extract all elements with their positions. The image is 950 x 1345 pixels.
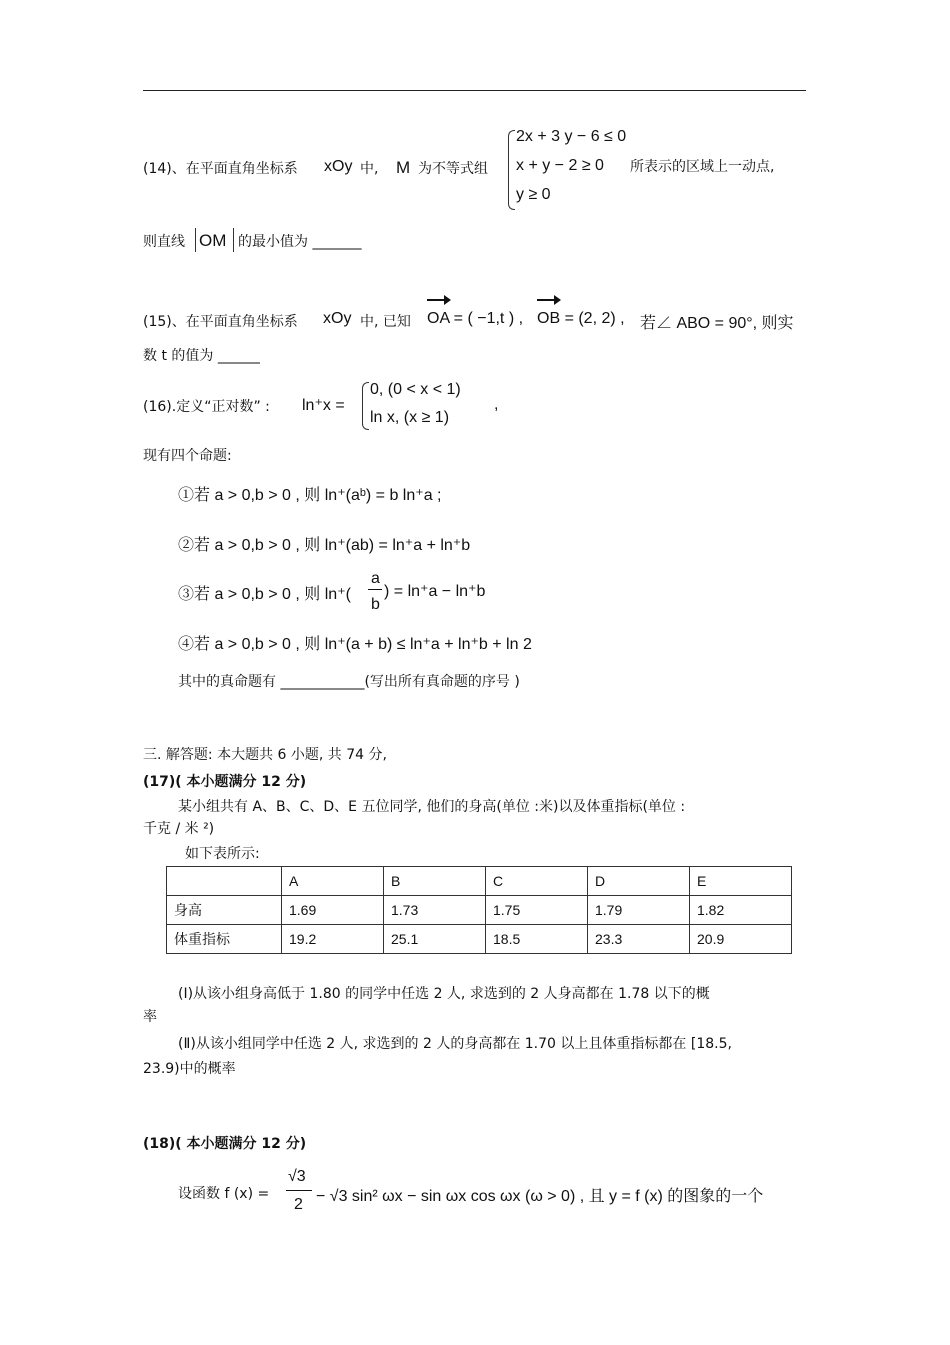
- q16-proposition-3-prefix: ③若 a > 0,b > 0 , 则 ln⁺(: [178, 586, 351, 603]
- q14-line2-post: 的最小值为 _______: [238, 234, 362, 250]
- table-header-cell: B: [384, 867, 486, 896]
- q16-proposition-4: ④若 a > 0,b > 0 , 则 ln⁺(a + b) ≤ ln⁺a + ln⁺b + ln 2: [178, 636, 532, 653]
- q14-inequality-2: x + y − 2 ≥ 0: [516, 157, 604, 174]
- q16-label: (16).定义“正对数” :: [143, 399, 270, 415]
- table-cell: 1.79: [588, 896, 690, 925]
- q16-brace: [362, 382, 369, 430]
- q14-line2-prefix: 则直线: [143, 234, 185, 250]
- q16-answer-line: 其中的真命题有 ____________(写出所有真命题的序号 ): [178, 674, 520, 690]
- q17-intro-1: 某小组共有 A、B、C、D、E 五位同学, 他们的身高(单位 :米)以及体重指标(单位 :: [178, 799, 686, 815]
- section-3-heading: 三. 解答题: 本大题共 6 小题, 共 74 分,: [143, 747, 387, 763]
- q16-proposition-2: ②若 a > 0,b > 0 , 则 ln⁺(ab) = ln⁺a + ln⁺b: [178, 537, 471, 554]
- table-cell: 20.9: [690, 925, 792, 954]
- fraction-line: [368, 589, 382, 590]
- table-header-cell: [167, 867, 282, 896]
- q17-intro-3: 如下表所示:: [185, 846, 260, 862]
- table-header-cell: D: [588, 867, 690, 896]
- q17-intro-2: 千克 / 米 ²): [143, 821, 215, 837]
- table-cell: 1.82: [690, 896, 792, 925]
- q16-p3-denominator: b: [371, 596, 380, 613]
- q17-part-2-line-2: 23.9)中的概率: [143, 1061, 236, 1077]
- q15-coord-system: xOy: [323, 310, 352, 327]
- header-rule: [143, 90, 806, 91]
- table-header-cell: C: [486, 867, 588, 896]
- q16-case-1: 0, (0 < x < 1): [370, 381, 461, 398]
- table-header-cell: A: [282, 867, 384, 896]
- q14-label: (14)、在平面直角坐标系: [143, 161, 298, 177]
- q14-after-text: 为不等式组: [418, 161, 488, 177]
- q15-vector-ob: OB = (2, 2) ,: [537, 310, 625, 327]
- vector-arrow-oa: [427, 299, 449, 301]
- table-row: [167, 896, 792, 925]
- q17-part-2-line-1: (Ⅱ)从该小组同学中任选 2 人, 求选到的 2 人的身高都在 1.70 以上且体重指标都在 [18.5,: [178, 1036, 732, 1052]
- table-row: [167, 925, 792, 954]
- q16-p3-numerator: a: [371, 570, 380, 587]
- q18-function-prefix: 设函数 f (x) =: [178, 1186, 270, 1202]
- table-cell: 1.73: [384, 896, 486, 925]
- table-cell: 体重指标: [167, 925, 282, 954]
- q14-mid-text: 中,: [360, 161, 379, 177]
- q14-brace: [508, 130, 515, 210]
- q17-heading: (17)( 本小题满分 12 分): [143, 774, 307, 790]
- q17-part-1-line-2: 率: [143, 1009, 157, 1025]
- q18-fraction-denominator: 2: [294, 1196, 303, 1213]
- q14-om: OM: [199, 231, 227, 250]
- abs-bar-left: [195, 228, 196, 252]
- q16-proposition-3-post: ) = ln⁺a − ln⁺b: [384, 583, 486, 600]
- q15-line2: 数 t 的值为 ______: [143, 348, 260, 364]
- table-cell: 23.3: [588, 925, 690, 954]
- table-header-row: [167, 867, 792, 896]
- q16-proposition-1: ①若 a > 0,b > 0 , 则 ln⁺(aᵇ) = b ln⁺a ;: [178, 487, 442, 504]
- q18-heading: (18)( 本小题满分 12 分): [143, 1136, 307, 1152]
- q15-vector-oa: OA = ( −1,t ) ,: [427, 310, 524, 327]
- q15-mid-text: 中, 已知: [360, 314, 411, 330]
- table-header-cell: E: [690, 867, 792, 896]
- q14-tail-text: 所表示的区域上一动点,: [630, 159, 775, 175]
- q16-case-2: ln x, (x ≥ 1): [370, 409, 450, 426]
- q16-lnplus-def: ln⁺x =: [302, 397, 345, 414]
- q14-inequality-3: y ≥ 0: [516, 186, 551, 203]
- q16-comma: ,: [494, 396, 499, 413]
- vector-arrow-ob: [537, 299, 559, 301]
- q15-condition: 若∠ ABO = 90°, 则实: [640, 315, 794, 332]
- table-cell: 身高: [167, 896, 282, 925]
- q17-data-table: [166, 866, 792, 954]
- fraction-line: [286, 1190, 312, 1191]
- q18-fraction-numerator: √3: [288, 1168, 306, 1185]
- table-cell: 1.69: [282, 896, 384, 925]
- table-cell: 19.2: [282, 925, 384, 954]
- q14-point-m: M: [396, 158, 411, 177]
- q18-function-post: − √3 sin² ωx − sin ωx cos ωx (ω > 0) , 且 y = f (x) 的图象的一个: [316, 1188, 764, 1205]
- table-cell: 1.75: [486, 896, 588, 925]
- table-cell: 25.1: [384, 925, 486, 954]
- q14-inequality-1: 2x + 3 y − 6 ≤ 0: [516, 128, 627, 145]
- q17-part-1-line-1: (Ⅰ)从该小组身高低于 1.80 的同学中任选 2 人, 求选到的 2 人身高都在 1.78 以下的概: [178, 986, 710, 1002]
- table-cell: 18.5: [486, 925, 588, 954]
- q16-intro: 现有四个命题:: [143, 448, 232, 464]
- q14-coord-system: xOy: [324, 158, 353, 175]
- q15-label: (15)、在平面直角坐标系: [143, 314, 298, 330]
- abs-bar-right: [233, 228, 234, 252]
